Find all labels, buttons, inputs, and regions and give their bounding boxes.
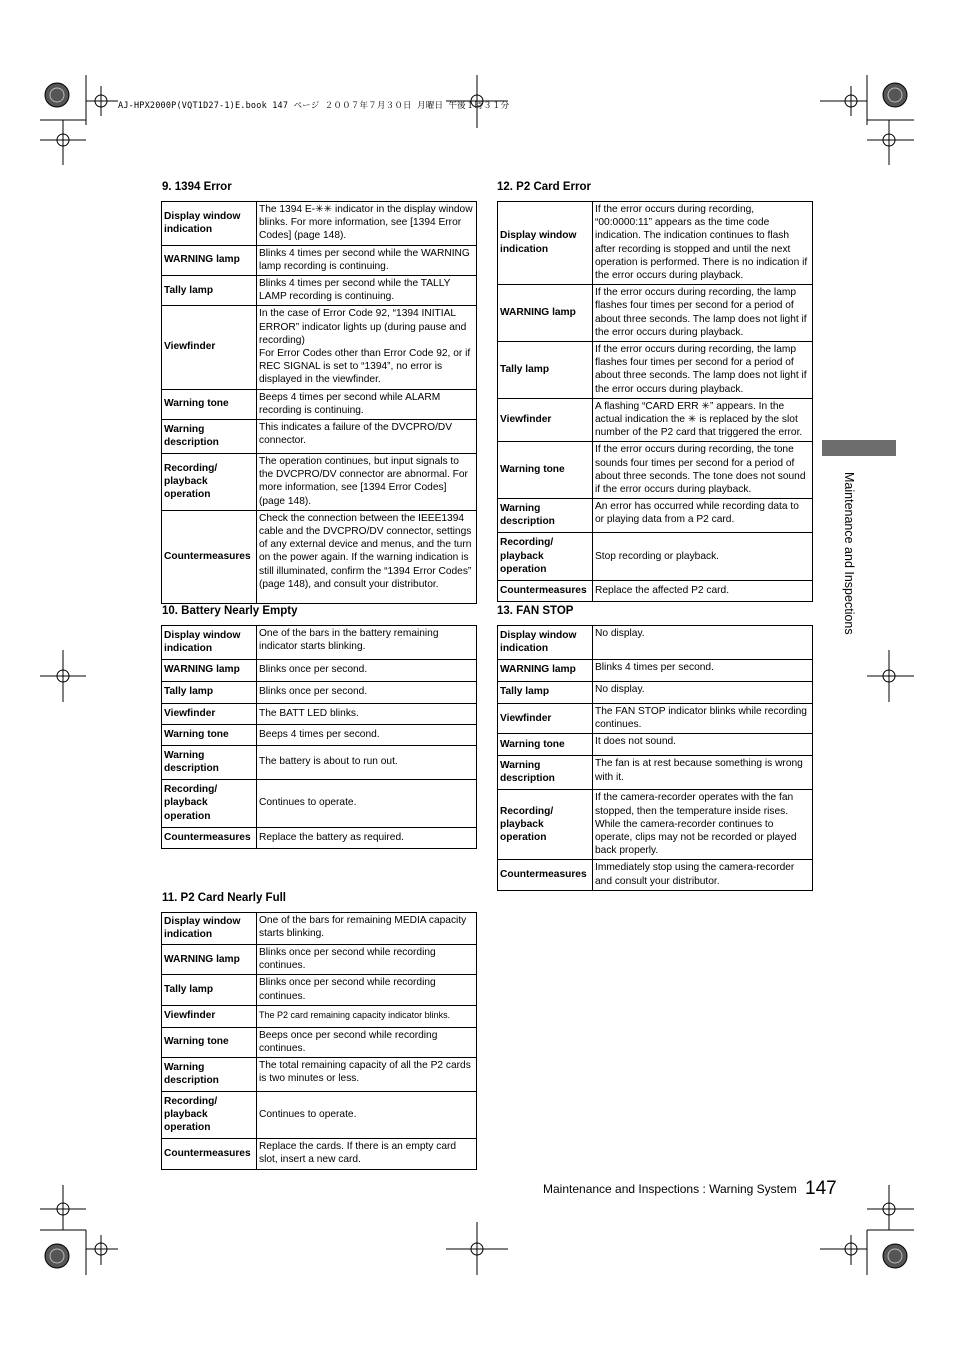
- row-label: WARNING lamp: [162, 245, 257, 275]
- row-value: Continues to operate.: [257, 1092, 477, 1139]
- page-number: 147: [805, 1178, 837, 1199]
- row-value: The P2 card remaining capacity indicator blinks.: [257, 1005, 477, 1027]
- row-label: Warning description: [498, 499, 593, 533]
- row-label: Countermeasures: [498, 860, 593, 890]
- row-label: Recording/ playback operation: [162, 454, 257, 511]
- row-value: Blinks once per second while recording continues.: [257, 975, 477, 1005]
- row-label: WARNING lamp: [162, 660, 257, 682]
- row-label: Warning tone: [162, 389, 257, 419]
- row-value: An error has occurred while recording data to or playing data from a P2 card.: [593, 499, 813, 533]
- row-value: It does not sound.: [593, 734, 813, 756]
- row-label: Warning tone: [162, 1027, 257, 1057]
- row-value: This indicates a failure of the DVCPRO/DV connector.: [257, 420, 477, 454]
- section-title-battery-nearly-empty: 10. Battery Nearly Empty: [162, 605, 298, 617]
- chapter-side-tab: [822, 440, 896, 456]
- row-value: If the camera-recorder operates with the fan stopped, then the temperature inside rises. While the camera-recorder continues to operate, clips may not be recorded or played back properly.: [593, 790, 813, 860]
- row-label: Viewfinder: [162, 306, 257, 389]
- row-label: Warning tone: [498, 734, 593, 756]
- row-value: Continues to operate.: [257, 780, 477, 828]
- row-label: Warning description: [162, 420, 257, 454]
- row-label: Tally lamp: [498, 342, 593, 399]
- row-value: Beeps 4 times per second while ALARM recording is continuing.: [257, 389, 477, 419]
- row-value: In the case of Error Code 92, “1394 INITIAL ERROR” indicator lights up (during pause and recording) For Error Codes other than Error Code 92, or if REC SIGNAL is set to “1394”, no error is displayed in the viewfinder.: [257, 306, 477, 389]
- row-label: Countermeasures: [162, 828, 257, 849]
- row-value: Blinks once per second.: [257, 682, 477, 704]
- row-value: Check the connection between the IEEE1394 cable and the DVCPRO/DV connector, settings of any external device and menus, and the turn on the power again. If the warning indication is still illuminated, confirm the “1394 Error Codes” (page 148), and consult your distributor.: [257, 510, 477, 603]
- row-label: Warning description: [498, 756, 593, 790]
- table-p2-card-error: [497, 201, 813, 602]
- row-label: Display window indication: [498, 626, 593, 660]
- row-label: Countermeasures: [162, 510, 257, 603]
- row-label: Warning tone: [162, 725, 257, 746]
- row-value: The operation continues, but input signals to the DVCPRO/DV connector are abnormal. For more information, see [1394 Error Codes] (page 148).: [257, 454, 477, 511]
- row-label: Viewfinder: [498, 398, 593, 442]
- row-label: WARNING lamp: [498, 660, 593, 682]
- row-label: Recording/ playback operation: [498, 790, 593, 860]
- table-battery-nearly-empty: [161, 625, 477, 849]
- row-value: Blinks once per second while recording continues.: [257, 945, 477, 975]
- row-label: Warning description: [162, 746, 257, 780]
- row-label: Recording/ playback operation: [162, 1092, 257, 1139]
- row-value: Stop recording or playback.: [593, 533, 813, 581]
- row-label: Viewfinder: [162, 1005, 257, 1027]
- row-label: Viewfinder: [498, 704, 593, 734]
- row-label: Tally lamp: [162, 682, 257, 704]
- row-value: One of the bars in the battery remaining indicator starts blinking.: [257, 626, 477, 660]
- row-label: Countermeasures: [498, 581, 593, 602]
- row-value: One of the bars for remaining MEDIA capacity starts blinking.: [257, 913, 477, 945]
- row-value: No display.: [593, 626, 813, 660]
- row-value: The BATT LED blinks.: [257, 704, 477, 725]
- section-title-fan-stop: 13. FAN STOP: [497, 605, 574, 617]
- table-1394-error: [161, 201, 477, 604]
- row-value: If the error occurs during recording, the tone sounds four times per second for a period of about three seconds. The tone does not sound if the error occurs during playback.: [593, 442, 813, 499]
- row-label: Display window indication: [162, 202, 257, 246]
- row-value: Blinks 4 times per second while the TALLY LAMP recording is continuing.: [257, 276, 477, 306]
- row-label: Display window indication: [162, 913, 257, 945]
- row-label: Display window indication: [162, 626, 257, 660]
- table-fan-stop: [497, 625, 813, 891]
- section-title-p2-card-nearly-full: 11. P2 Card Nearly Full: [162, 892, 287, 904]
- row-label: WARNING lamp: [162, 945, 257, 975]
- row-label: Display window indication: [498, 202, 593, 285]
- row-value: The fan is at rest because something is wrong with it.: [593, 756, 813, 790]
- table-p2-card-nearly-full: [161, 912, 477, 1170]
- row-value: The FAN STOP indicator blinks while recording continues.: [593, 704, 813, 734]
- row-value: If the error occurs during recording, “00:0000:11” appears as the time code indication. The indication continues to flash after recording is stopped and until the next operation is performed. There is no indication if the error occurs during playback.: [593, 202, 813, 285]
- chapter-side-label: Maintenance and Inspections: [842, 472, 856, 635]
- row-value: The 1394 E-✳✳ indicator in the display window blinks. For more information, see [1394 Error Codes] (page 148).: [257, 202, 477, 246]
- row-value: Blinks 4 times per second.: [593, 660, 813, 682]
- row-value: Replace the affected P2 card.: [593, 581, 813, 602]
- row-value: A flashing “CARD ERR ✳” appears. In the actual indication the ✳ is replaced by the slot number of the P2 card that triggered the error.: [593, 398, 813, 442]
- row-label: Tally lamp: [162, 276, 257, 306]
- row-label: Viewfinder: [162, 704, 257, 725]
- row-value: Immediately stop using the camera-recorder and consult your distributor.: [593, 860, 813, 890]
- row-value: The battery is about to run out.: [257, 746, 477, 780]
- section-title-p2-card-error: 12. P2 Card Error: [497, 181, 591, 193]
- row-value: The total remaining capacity of all the P2 cards is two minutes or less.: [257, 1058, 477, 1092]
- row-value: Blinks 4 times per second while the WARNING lamp recording is continuing.: [257, 245, 477, 275]
- row-value: If the error occurs during recording, the lamp flashes four times per second for a period of about three seconds. The lamp does not light if the error occurs during playback.: [593, 342, 813, 399]
- row-label: Tally lamp: [498, 682, 593, 704]
- row-value: Beeps once per second while recording continues.: [257, 1027, 477, 1057]
- row-value: Replace the cards. If there is an empty card slot, insert a new card.: [257, 1139, 477, 1169]
- row-label: Recording/ playback operation: [162, 780, 257, 828]
- row-label: Warning description: [162, 1058, 257, 1092]
- row-value: Blinks once per second.: [257, 660, 477, 682]
- row-label: Recording/ playback operation: [498, 533, 593, 581]
- row-value: Beeps 4 times per second.: [257, 725, 477, 746]
- row-label: Tally lamp: [162, 975, 257, 1005]
- footer-section-name: Maintenance and Inspections : Warning System: [543, 1182, 797, 1196]
- section-title-1394-error: 9. 1394 Error: [162, 181, 232, 193]
- row-value: If the error occurs during recording, the lamp flashes four times per second for a period of about three seconds. The lamp does not light if the error occurs during playback.: [593, 285, 813, 342]
- row-label: Warning tone: [498, 442, 593, 499]
- row-label: WARNING lamp: [498, 285, 593, 342]
- row-label: Countermeasures: [162, 1139, 257, 1169]
- row-value: Replace the battery as required.: [257, 828, 477, 849]
- file-header-line: AJ-HPX2000P(VQT1D27-1)E.book 147 ページ ２００７年７月３０日 月曜日 午後１時３１分: [118, 101, 510, 111]
- row-value: No display.: [593, 682, 813, 704]
